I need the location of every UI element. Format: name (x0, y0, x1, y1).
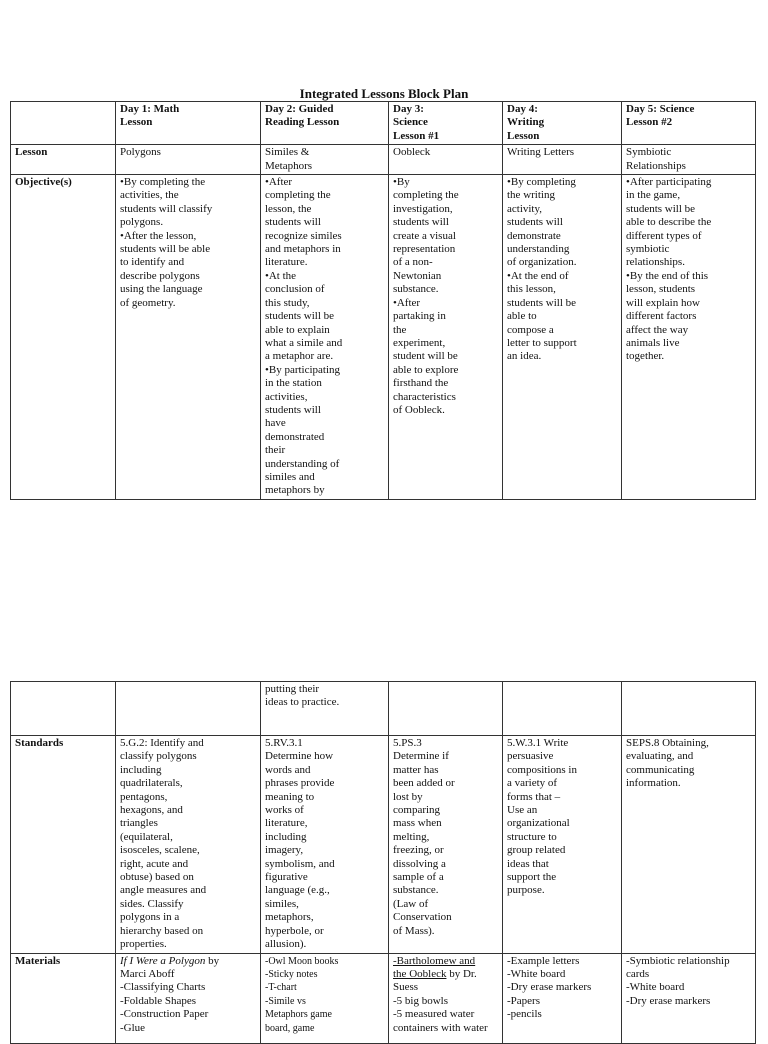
text-line: conclusion of (265, 283, 325, 296)
text-line: relationships. (626, 256, 685, 269)
text-line: understanding (507, 243, 570, 256)
text-line: a metaphor are. (265, 350, 334, 363)
text-line: symbolism, and (265, 857, 335, 870)
text-line: Lesson (507, 129, 540, 142)
text-line: create a visual (393, 229, 456, 242)
standards-row (11, 736, 756, 954)
day-header (622, 102, 756, 145)
text-line: polygons in a (120, 911, 180, 924)
text-line: -T-chart (265, 982, 297, 994)
text-line: pentagons, (120, 790, 168, 803)
text-line: Writing Letters (507, 146, 575, 159)
text-line: demonstrated (265, 430, 325, 443)
text-line: student will be (393, 350, 458, 363)
text-line: this lesson, (507, 283, 556, 296)
text-line: hyperbole, or (265, 924, 324, 937)
text-line: SEPS.8 Obtaining, (626, 737, 709, 749)
text-line: students will be (265, 310, 335, 323)
text-line: •By completing (507, 176, 576, 189)
text-line: completing the (265, 189, 331, 202)
standard-cell (116, 736, 261, 954)
row-label: Lesson (11, 145, 116, 175)
text-line: quadrilaterals, (120, 777, 183, 790)
text-line: (equilateral, (120, 830, 173, 843)
document-title: Integrated Lessons Block Plan (299, 86, 469, 101)
text-line: -Construction Paper (120, 1008, 209, 1021)
text-line: -5 big bowls (393, 994, 448, 1007)
text-line: board, game (265, 1022, 315, 1034)
text-line: -pencils (507, 1008, 542, 1021)
text-line: of Mass). (393, 924, 435, 937)
text-line: investigation, (393, 202, 453, 215)
text-line: characteristics (393, 390, 456, 403)
day-header (503, 102, 622, 145)
text-line: •By (393, 176, 410, 189)
text-line: students will (393, 216, 449, 229)
text-line: Newtonian (393, 269, 442, 282)
text-line: partaking in (393, 310, 446, 323)
text-line: students will be (626, 202, 696, 215)
materials-list (265, 955, 384, 1035)
text-line: students will (265, 403, 321, 416)
text-line: cards (626, 967, 650, 980)
text-line: forms that – (507, 790, 561, 803)
text-line: to identify and (120, 256, 185, 269)
text-line: hierarchy based on (120, 924, 204, 937)
book-author-line-2: Suess (393, 981, 419, 994)
lesson-cell (261, 145, 389, 175)
text-line: literature, (265, 817, 308, 830)
text-line: Marci Aboff (120, 967, 175, 980)
text-line: putting their (265, 683, 320, 695)
lesson-row (11, 145, 756, 175)
text-line: metaphors, (265, 911, 314, 924)
standard-cell (261, 736, 389, 954)
day-header (389, 102, 503, 145)
materials-row (11, 953, 756, 1043)
text-line: firsthand the (393, 377, 449, 390)
book-author: by Dr. (449, 967, 477, 980)
text-line: properties. (120, 938, 167, 951)
text-line: their (265, 444, 286, 457)
text-line: right, acute and (120, 857, 189, 870)
text-line: imagery, (265, 844, 304, 857)
text-line: Science (393, 116, 428, 129)
block-plan-table-part-2 (10, 681, 756, 1044)
text-line: literature. (265, 256, 308, 269)
text-line: able to (507, 310, 537, 323)
text-line: sample of a (393, 871, 444, 884)
text-line: in the game, (626, 189, 681, 202)
text-line: •By participating (265, 363, 341, 376)
text-line: compose a (507, 323, 554, 336)
text-line: organizational (507, 817, 570, 830)
materials-list (120, 968, 256, 1035)
text-line: what a simile and (265, 336, 343, 349)
text-line: meaning to (265, 790, 315, 803)
text-line: -Simile vs (265, 995, 306, 1007)
standard-cell (622, 736, 756, 954)
objective-cell (389, 175, 503, 500)
book-title: If I Were a Polygon (120, 954, 206, 967)
continued-cell (116, 682, 261, 736)
text-line: lesson, the (265, 202, 312, 215)
objective-cell (503, 175, 622, 500)
text-line: including (265, 830, 307, 843)
text-line: isosceles, scalene, (120, 844, 200, 857)
text-line: Oobleck (393, 146, 431, 159)
block-plan-table-part-1 (10, 101, 756, 500)
text-line: Day 4: (507, 103, 538, 115)
text-line: classify polygons (120, 750, 197, 763)
text-line: symbiotic (626, 243, 670, 256)
text-line: (Law of (393, 897, 429, 910)
materials-list (393, 995, 498, 1035)
continued-cell (261, 682, 389, 736)
text-line: triangles (120, 817, 158, 830)
text-line: Metaphors (265, 159, 313, 172)
text-line: able to explain (265, 323, 330, 336)
text-line: of a non- (393, 256, 433, 269)
text-line: students will be able (120, 243, 211, 256)
text-line: recognize similes (265, 229, 342, 242)
text-line: -White board (626, 981, 685, 994)
text-line: understanding of (265, 457, 340, 470)
text-line: structure to (507, 830, 557, 843)
text-line: •At the (265, 269, 297, 282)
materials-cell-science2 (622, 953, 756, 1043)
text-line: of geometry. (120, 296, 176, 309)
text-line: substance. (393, 283, 439, 296)
text-line: -Dry erase markers (507, 981, 592, 994)
text-line: dissolving a (393, 857, 446, 870)
text-line: mass when (393, 817, 442, 830)
text-line: -Example letters (507, 954, 580, 967)
text-line: persuasive (507, 750, 554, 763)
text-line: lesson, students (626, 283, 696, 296)
text-line: letter to support (507, 336, 577, 349)
text-line: Similes & (265, 146, 310, 159)
text-line: Symbiotic (626, 146, 672, 159)
text-line: •After (393, 296, 421, 309)
materials-cell-math (116, 953, 261, 1043)
text-line: lost by (393, 790, 423, 803)
text-line: Reading Lesson (265, 116, 340, 129)
text-line: •After the lesson, (120, 229, 197, 242)
objective-cell (261, 175, 389, 500)
text-line: obtuse) based on (120, 871, 194, 884)
book-author-line (393, 968, 498, 981)
text-line: -Symbiotic relationship (626, 954, 730, 967)
book-line (120, 955, 256, 968)
text-line: Lesson #1 (393, 129, 440, 142)
day-header (116, 102, 261, 145)
objective-cell (116, 175, 261, 500)
text-line: representation (393, 243, 456, 256)
continued-cell (503, 682, 622, 736)
text-line: Lesson (120, 116, 153, 129)
text-line: -Papers (507, 994, 540, 1007)
text-line: Conservation (393, 911, 452, 924)
text-line: phrases provide (265, 777, 335, 790)
text-line: activities, (265, 390, 308, 403)
corner-cell (11, 102, 116, 145)
text-line: and metaphors in (265, 243, 341, 256)
text-line: •By the end of this (626, 269, 709, 282)
lesson-cell (503, 145, 622, 175)
text-line: different types of (626, 229, 702, 242)
text-line: ideas that (507, 857, 549, 870)
text-line: Polygons (120, 146, 161, 159)
materials-list (626, 955, 751, 1009)
text-line: allusion). (265, 938, 307, 951)
text-line: -Owl Moon books (265, 955, 339, 967)
text-line: Metaphors game (265, 1009, 332, 1021)
text-line: the (393, 323, 407, 336)
continued-cell (389, 682, 503, 736)
text-line: 5.PS.3 (393, 737, 422, 749)
text-line: •At the end of (507, 269, 569, 282)
text-line: Relationships (626, 159, 686, 172)
text-line: demonstrate (507, 229, 561, 242)
text-line: language (e.g., (265, 884, 330, 897)
standard-cell (503, 736, 622, 954)
text-line: -Glue (120, 1021, 146, 1034)
text-line: 5.G.2: Identify and (120, 737, 204, 749)
text-line: matter has (393, 763, 439, 776)
text-line: works of (265, 804, 304, 817)
text-line: support the (507, 871, 557, 884)
text-line: substance. (393, 884, 439, 897)
text-line: Determine if (393, 750, 449, 763)
text-line: in the station (265, 377, 322, 390)
text-line: students will classify (120, 202, 213, 215)
text-line: of organization. (507, 256, 577, 269)
lesson-cell (389, 145, 503, 175)
text-line: •After participating (626, 176, 712, 189)
text-line: together. (626, 350, 665, 363)
text-line: Day 3: (393, 103, 424, 115)
text-line: students will (265, 216, 321, 229)
standard-cell (389, 736, 503, 954)
text-line: information. (626, 777, 681, 790)
text-line: Determine how (265, 750, 334, 763)
text-line: been added or (393, 777, 455, 790)
materials-cell-reading (261, 953, 389, 1043)
continued-cell (622, 682, 756, 736)
text-line: -Foldable Shapes (120, 994, 197, 1007)
text-line: purpose. (507, 884, 545, 897)
text-line: an idea. (507, 350, 542, 363)
text-line: ideas to practice. (265, 696, 340, 709)
text-line: affect the way (626, 323, 689, 336)
text-line: experiment, (393, 336, 446, 349)
text-line: of Oobleck. (393, 403, 445, 416)
text-line: this study, (265, 296, 310, 309)
text-line: activities, the (120, 189, 179, 202)
text-line: Lesson #2 (626, 116, 673, 129)
text-line: comparing (393, 804, 441, 817)
empty-cell (11, 682, 116, 736)
text-line: metaphors by (265, 484, 325, 497)
text-line: completing the (393, 189, 459, 202)
day-header (261, 102, 389, 145)
text-line: -Classifying Charts (120, 981, 206, 994)
text-line: different factors (626, 310, 697, 323)
text-line: have (265, 417, 286, 430)
text-line: freezing, or (393, 844, 444, 857)
text-line: compositions in (507, 763, 577, 776)
text-line: polygons. (120, 216, 164, 229)
text-line: melting, (393, 830, 430, 843)
text-line: -5 measured water (393, 1008, 475, 1021)
lesson-cell (622, 145, 756, 175)
text-line: able to describe the (626, 216, 712, 229)
text-line: animals live (626, 336, 680, 349)
text-line: including (120, 763, 162, 776)
text-line: •By completing the (120, 176, 206, 189)
text-line: the Oobleck (393, 967, 447, 980)
text-line: group related (507, 844, 566, 857)
text-line: Use an (507, 804, 538, 817)
text-line: will explain how (626, 296, 700, 309)
row-label: Objective(s) (11, 175, 116, 500)
text-line: communicating (626, 763, 695, 776)
text-line: using the language (120, 283, 203, 296)
text-line: the writing (507, 189, 555, 202)
text-line: similes and (265, 470, 315, 483)
text-line: Day 5: Science (626, 103, 695, 115)
text-line: -White board (507, 967, 566, 980)
text-line: 5.RV.3.1 (265, 737, 303, 749)
row-label: Materials (11, 953, 116, 1043)
objective-cell (622, 175, 756, 500)
text-line: students will (507, 216, 563, 229)
text-line: able to explore (393, 363, 459, 376)
text-line: 5.W.3.1 Write (507, 737, 569, 749)
book-by: by (208, 954, 220, 967)
row-label: Standards (11, 736, 116, 954)
text-line: -Sticky notes (265, 968, 318, 980)
text-line: a variety of (507, 777, 558, 790)
text-line: sides. Classify (120, 897, 184, 910)
text-line: hexagons, and (120, 804, 183, 817)
text-line: activity, (507, 202, 543, 215)
text-line: Day 2: Guided (265, 103, 334, 115)
materials-cell-writing (503, 953, 622, 1043)
text-line: -Dry erase markers (626, 994, 711, 1007)
text-line: describe polygons (120, 269, 200, 282)
materials-list (507, 955, 617, 1022)
text-line: •After (265, 176, 293, 189)
continued-row (11, 682, 756, 736)
text-line: angle measures and (120, 884, 207, 897)
text-line: similes, (265, 897, 299, 910)
header-row (11, 102, 756, 145)
lesson-cell (116, 145, 261, 175)
materials-cell-science (389, 953, 503, 1043)
objectives-row (11, 175, 756, 500)
text-line: students will be (507, 296, 577, 309)
text-line: Day 1: Math (120, 103, 180, 115)
text-line: words and (265, 763, 311, 776)
text-line: figurative (265, 871, 308, 884)
text-line: -Bartholomew and (393, 954, 476, 967)
text-line: evaluating, and (626, 750, 694, 763)
text-line: Writing (507, 116, 545, 129)
text-line: containers with water (393, 1021, 488, 1034)
